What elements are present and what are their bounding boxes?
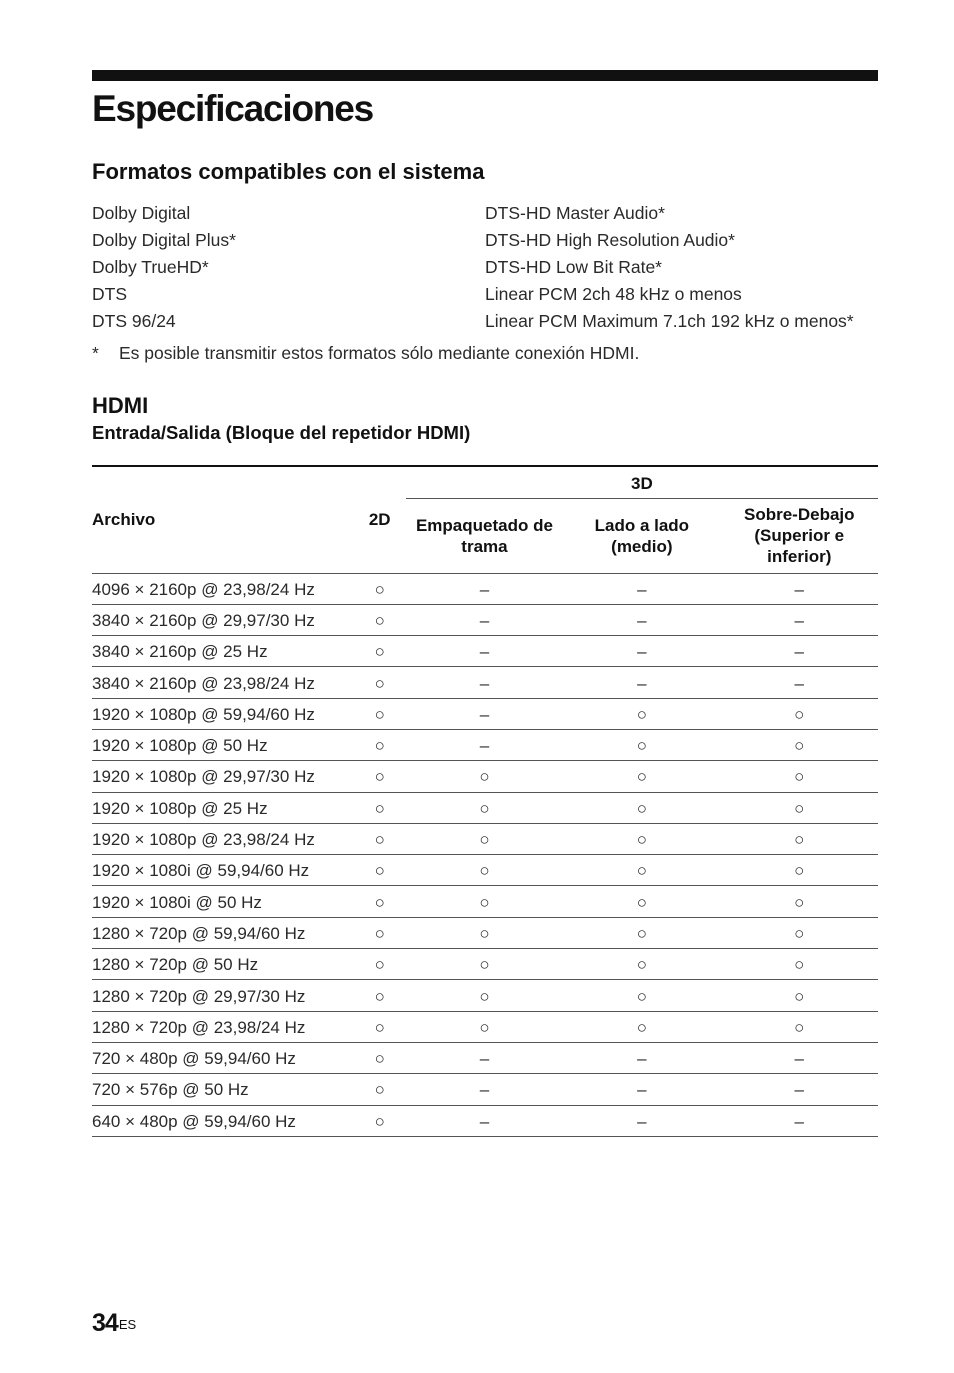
cell-frame-packing: –: [479, 642, 490, 662]
cell-2d: ○: [374, 923, 385, 943]
cell-frame-packing: –: [479, 736, 490, 756]
top-rule: [92, 70, 878, 81]
table-row: [92, 855, 878, 886]
header-3d: 3D: [406, 466, 878, 498]
header-file: Archivo: [92, 466, 354, 573]
cell-top-bottom: –: [794, 673, 804, 693]
cell-side-by-side: ○: [636, 767, 647, 787]
cell-2d: ○: [374, 892, 385, 912]
page-lang: ES: [118, 1317, 137, 1332]
table-row: [92, 636, 878, 667]
cell-top-bottom: ○: [794, 798, 805, 818]
cell-frame-packing: –: [479, 1080, 490, 1100]
cell-frame-packing: ○: [479, 955, 490, 975]
cell-side-by-side: ○: [636, 736, 647, 756]
cell-2d: ○: [374, 1080, 385, 1100]
file-cell: 1920 × 1080p @ 50 Hz: [92, 736, 268, 756]
cell-side-by-side: –: [637, 610, 647, 630]
page-title: Especificaciones: [92, 88, 374, 129]
cell-2d: ○: [374, 1111, 385, 1131]
cell-2d: ○: [374, 704, 385, 724]
cell-2d: ○: [374, 798, 385, 818]
cell-top-bottom: ○: [794, 892, 805, 912]
table-row: [92, 698, 878, 729]
cell-frame-packing: ○: [479, 986, 490, 1006]
cell-2d: ○: [374, 986, 385, 1006]
file-cell: 1920 × 1080i @ 59,94/60 Hz: [92, 861, 310, 881]
file-cell: 1920 × 1080p @ 25 Hz: [92, 798, 268, 818]
format-item: Dolby TrueHD*: [92, 257, 209, 277]
format-item: DTS-HD Master Audio*: [485, 203, 665, 223]
header-top-bottom: Sobre-Debajo (Superior e inferior): [744, 505, 855, 566]
cell-side-by-side: ○: [636, 704, 647, 724]
format-item: DTS 96/24: [92, 311, 176, 331]
file-cell: 640 × 480p @ 59,94/60 Hz: [92, 1111, 296, 1131]
table-row: [92, 1042, 878, 1073]
hdmi-subheading: Entrada/Salida (Bloque del repetidor HDMI): [92, 422, 471, 443]
cell-top-bottom: ○: [794, 704, 805, 724]
cell-side-by-side: –: [637, 673, 647, 693]
cell-side-by-side: –: [637, 1080, 647, 1100]
cell-2d: ○: [374, 861, 385, 881]
cell-top-bottom: ○: [794, 955, 805, 975]
file-cell: 4096 × 2160p @ 23,98/24 Hz: [92, 579, 315, 599]
file-cell: 720 × 480p @ 59,94/60 Hz: [92, 1049, 296, 1069]
table-row: [92, 1074, 878, 1105]
cell-frame-packing: ○: [479, 767, 490, 787]
format-item: Dolby Digital Plus*: [92, 230, 236, 250]
format-item: DTS-HD High Resolution Audio*: [485, 230, 735, 250]
cell-side-by-side: ○: [636, 830, 647, 850]
cell-side-by-side: ○: [636, 923, 647, 943]
cell-side-by-side: –: [637, 642, 647, 662]
footnote-mark: *: [92, 343, 99, 363]
cell-frame-packing: –: [479, 1049, 490, 1069]
file-cell: 3840 × 2160p @ 25 Hz: [92, 642, 268, 662]
cell-frame-packing: ○: [479, 923, 490, 943]
cell-side-by-side: –: [637, 1111, 647, 1131]
cell-2d: ○: [374, 610, 385, 630]
file-cell: 1280 × 720p @ 23,98/24 Hz: [92, 1017, 306, 1037]
cell-top-bottom: –: [794, 610, 804, 630]
formats-right-column: [485, 200, 854, 335]
table-row: [92, 729, 878, 760]
file-cell: 1920 × 1080i @ 50 Hz: [92, 892, 262, 912]
header-frame-packing: Empaquetado de trama: [415, 515, 553, 556]
table-body: [92, 573, 878, 1136]
page-number: [92, 1306, 136, 1340]
cell-side-by-side: ○: [636, 955, 647, 975]
cell-side-by-side: ○: [636, 892, 647, 912]
footnote: [92, 340, 639, 367]
table-row: [92, 886, 878, 917]
table-row: [92, 573, 878, 604]
file-cell: 1920 × 1080p @ 29,97/30 Hz: [92, 767, 315, 787]
cell-top-bottom: ○: [794, 861, 805, 881]
formats-left-column: [92, 200, 236, 335]
table-row: [92, 1105, 878, 1136]
format-item: Dolby Digital: [92, 203, 191, 223]
cell-top-bottom: ○: [794, 767, 805, 787]
cell-2d: ○: [374, 642, 385, 662]
cell-2d: ○: [374, 955, 385, 975]
cell-top-bottom: –: [794, 1080, 804, 1100]
cell-top-bottom: –: [794, 1111, 804, 1131]
cell-top-bottom: ○: [794, 830, 805, 850]
cell-2d: ○: [374, 736, 385, 756]
cell-top-bottom: ○: [794, 923, 805, 943]
cell-side-by-side: ○: [636, 1017, 647, 1037]
header-2d: 2D: [354, 466, 406, 573]
cell-2d: ○: [374, 579, 385, 599]
file-cell: 1920 × 1080p @ 59,94/60 Hz: [92, 704, 315, 724]
cell-frame-packing: ○: [479, 892, 490, 912]
cell-frame-packing: ○: [479, 861, 490, 881]
cell-frame-packing: –: [479, 579, 490, 599]
cell-side-by-side: ○: [636, 861, 647, 881]
file-cell: 1280 × 720p @ 29,97/30 Hz: [92, 986, 306, 1006]
format-item: Linear PCM 2ch 48 kHz o menos: [485, 284, 742, 304]
cell-frame-packing: ○: [479, 798, 490, 818]
file-cell: 720 × 576p @ 50 Hz: [92, 1080, 249, 1100]
cell-top-bottom: ○: [794, 986, 805, 1006]
formats-heading: Formatos compatibles con el sistema: [92, 159, 485, 184]
table-row: [92, 761, 878, 792]
table-row: [92, 604, 878, 635]
table-row: [92, 823, 878, 854]
cell-frame-packing: –: [479, 610, 490, 630]
cell-top-bottom: –: [794, 1049, 804, 1069]
hdmi-spec-table: [92, 465, 878, 1137]
table-row: [92, 1011, 878, 1042]
cell-2d: ○: [374, 673, 385, 693]
table-row: [92, 949, 878, 980]
cell-top-bottom: –: [794, 642, 804, 662]
cell-frame-packing: –: [479, 704, 490, 724]
cell-top-bottom: ○: [794, 1017, 805, 1037]
file-cell: 1280 × 720p @ 59,94/60 Hz: [92, 923, 306, 943]
cell-2d: ○: [374, 767, 385, 787]
cell-side-by-side: –: [637, 1049, 647, 1069]
format-item: DTS-HD Low Bit Rate*: [485, 257, 662, 277]
cell-side-by-side: ○: [636, 986, 647, 1006]
file-cell: 1280 × 720p @ 50 Hz: [92, 955, 259, 975]
table-row: [92, 667, 878, 698]
format-item: Linear PCM Maximum 7.1ch 192 kHz o menos*: [485, 311, 854, 331]
cell-frame-packing: ○: [479, 1017, 490, 1037]
cell-frame-packing: –: [479, 1111, 490, 1131]
cell-frame-packing: –: [479, 673, 490, 693]
format-item: DTS: [92, 284, 127, 304]
file-cell: 1920 × 1080p @ 23,98/24 Hz: [92, 830, 315, 850]
table-row: [92, 917, 878, 948]
file-cell: 3840 × 2160p @ 23,98/24 Hz: [92, 673, 315, 693]
cell-top-bottom: –: [794, 579, 804, 599]
page-number-value: 34: [92, 1309, 118, 1337]
cell-2d: ○: [374, 1049, 385, 1069]
cell-side-by-side: ○: [636, 798, 647, 818]
cell-top-bottom: ○: [794, 736, 805, 756]
hdmi-heading: HDMI: [92, 393, 149, 418]
footnote-text: Es posible transmitir estos formatos sólo mediante conexión HDMI.: [119, 343, 640, 363]
header-side-by-side: Lado a lado (medio): [594, 515, 690, 556]
cell-frame-packing: ○: [479, 830, 490, 850]
cell-2d: ○: [374, 830, 385, 850]
cell-2d: ○: [374, 1017, 385, 1037]
table-row: [92, 980, 878, 1011]
cell-side-by-side: –: [637, 579, 647, 599]
file-cell: 3840 × 2160p @ 29,97/30 Hz: [92, 610, 315, 630]
table-row: [92, 792, 878, 823]
